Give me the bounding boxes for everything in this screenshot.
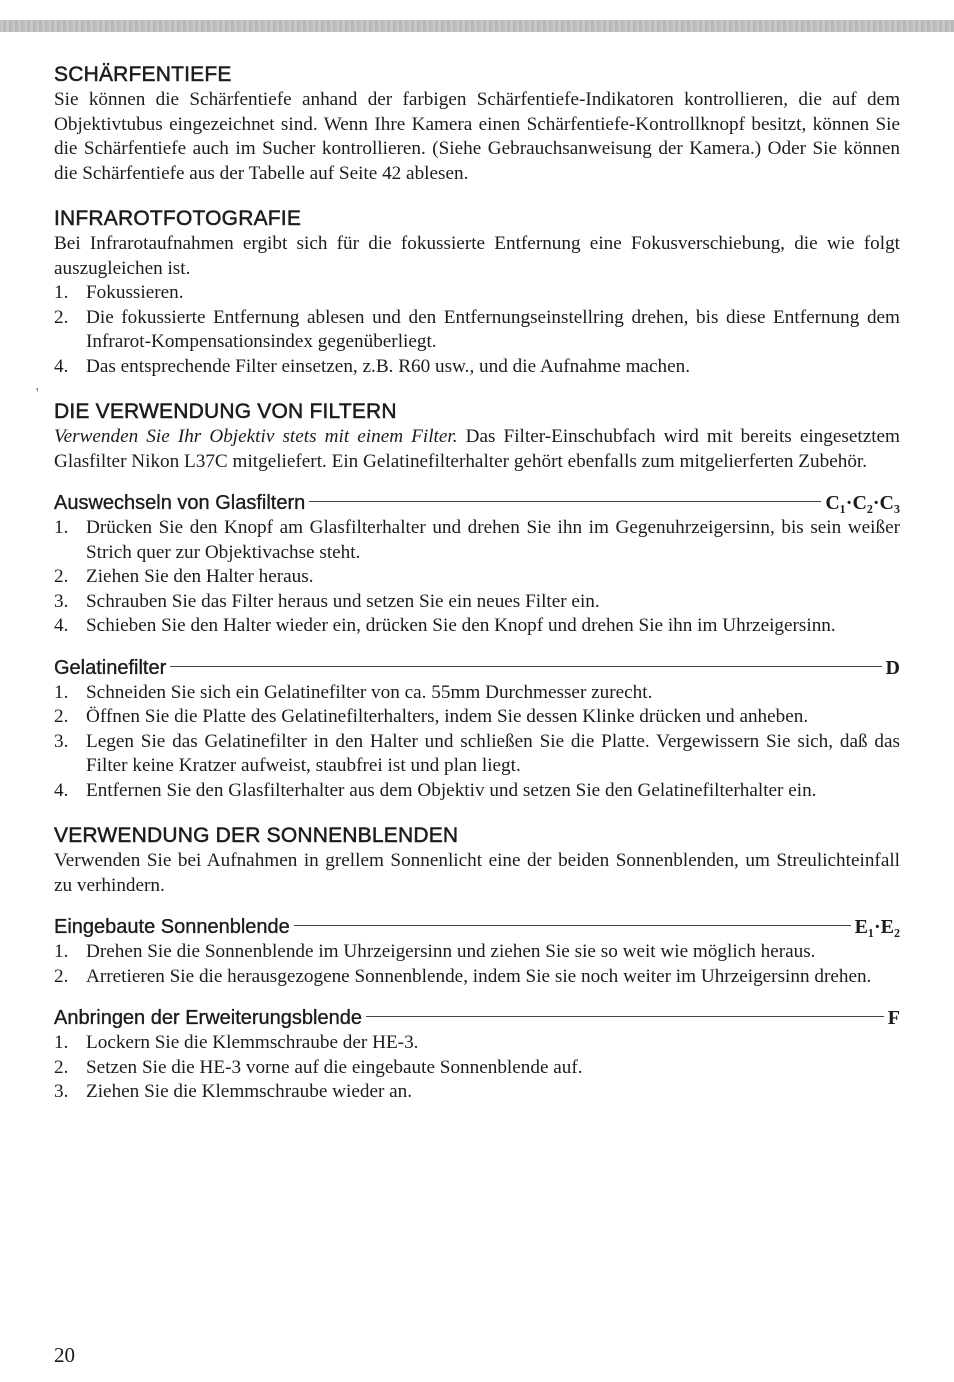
list-item xyxy=(54,281,900,306)
item-text: Fokussieren. xyxy=(86,282,184,303)
item-text: Lockern Sie die Klemmschraube der HE-3. xyxy=(86,1032,419,1053)
subheading-title: Gelatinefilter xyxy=(54,656,167,679)
item-number: 2. xyxy=(54,965,69,987)
list-item xyxy=(54,306,900,355)
item-text: Die fokussierte Entfernung ablesen und den Entfernungseinstellring drehen, bis diese Entfernung dem Infrarot-Kompensationsindex gegenüberliegt. xyxy=(86,306,900,352)
depth-of-field-paragraph: Sie können die Schärfentiefe anhand der farbigen Schärfentiefe-Indikatoren kontrollieren, die auf dem Objektivtubus eingezeichnet sind. Wenn Ihre Kamera einen Schärfentiefe-Kontrollknopf besitzt, können Sie die Schärfentiefe auch im Sucher kontrollieren. (Siehe Gebrauchsanweisung der Kamera.) Oder Sie können die Schärfentiefe aus der Tabelle auf Seite 42 ablesen. xyxy=(54,89,900,184)
item-text: Legen Sie das Gelatinefilter in den Halter und schließen Sie die Platte. Vergewissern Sie sich, daß das Filter keine Kratzer aufweist, staubfrei ist und plan liegt. xyxy=(86,730,900,776)
list-item xyxy=(54,1056,900,1081)
list-item xyxy=(54,590,900,615)
page-content xyxy=(54,62,900,1105)
item-text: Ziehen Sie die Klemmschraube wieder an. xyxy=(86,1081,413,1102)
section-title-filters: DIE VERWENDUNG VON FILTERN xyxy=(54,400,397,423)
list-item xyxy=(54,565,900,590)
item-number: 1. xyxy=(54,681,69,703)
list-item xyxy=(54,1031,900,1056)
item-number: 4. xyxy=(54,779,69,801)
item-text: Ziehen Sie den Halter heraus. xyxy=(86,566,314,587)
filters-paragraph xyxy=(54,425,900,474)
leader-line xyxy=(170,666,881,667)
item-number: 1. xyxy=(54,941,69,962)
item-text: Das entsprechende Filter einsetzen, z.B. R60 usw., und die Aufnahme machen. xyxy=(86,355,691,377)
list-item xyxy=(54,705,900,730)
item-text: Schieben Sie den Halter wieder ein, drücken Sie den Knopf und drehen Sie ihn im Uhrzeigersinn. xyxy=(86,615,836,636)
item-number: 3. xyxy=(54,730,69,752)
item-number: 2. xyxy=(54,1056,69,1078)
subheading-title: Auswechseln von Glasfiltern xyxy=(54,492,306,514)
list-item xyxy=(54,614,900,639)
item-number: 2. xyxy=(54,706,69,727)
item-text: Schneiden Sie sich ein Gelatinefilter von ca. 55mm Durchmesser zurecht. xyxy=(86,681,653,703)
item-text: Drücken Sie den Knopf am Glasfilterhalter und drehen Sie ihn im Gegenuhrzeigersinn, bis sein weißer Strich quer zur Objektivachse steht. xyxy=(86,517,900,563)
section-title-depth-of-field: SCHÄRFENTIEFE xyxy=(54,63,232,86)
subheading-gelatin-filter xyxy=(54,655,900,681)
section-title-infrared: INFRAROTFOTOGRAFIE xyxy=(54,207,302,230)
item-number: 1. xyxy=(54,282,69,303)
list-item xyxy=(54,965,900,990)
leader-line xyxy=(309,501,821,502)
scan-top-edge xyxy=(0,20,954,32)
figure-reference: D xyxy=(885,656,900,679)
item-text: Setzen Sie die HE-3 vorne auf die eingebaute Sonnenblende auf. xyxy=(86,1056,583,1078)
item-text: Öffnen Sie die Platte des Gelatinefilterhalters, indem Sie dessen Klinke drücken und anheben. xyxy=(86,706,809,727)
leader-line xyxy=(294,925,851,926)
item-number: 1. xyxy=(54,1032,69,1053)
page-number: 20 xyxy=(54,1343,75,1367)
item-number: 4. xyxy=(54,615,69,636)
figure-reference: E₁·E₂ xyxy=(854,916,900,938)
item-number: 3. xyxy=(54,1081,69,1102)
section-title-lens-hoods: VERWENDUNG DER SONNENBLENDEN xyxy=(54,824,459,847)
list-item xyxy=(54,355,900,380)
stray-mark: ' xyxy=(36,386,39,401)
subheading-extension-hood xyxy=(54,1005,900,1031)
subheading-title: Anbringen der Erweiterungsblende xyxy=(54,1007,362,1029)
item-number: 3. xyxy=(54,590,69,612)
subheading-title: Eingebaute Sonnenblende xyxy=(54,916,290,938)
subheading-glass-filters xyxy=(54,490,900,516)
list-item xyxy=(54,779,900,804)
filters-paragraph-rest: Das Filter-Einschubfach wird mit bereits eingesetztem Glasfilter Nikon L37C mitgeliefert. Ein Gelatinefilterhalter gehört ebenfalls zum mitgelierferten Zubehör. xyxy=(54,426,900,472)
infrared-paragraph: Bei Infrarotaufnahmen ergibt sich für die fokussierte Entfernung eine Fokusverschiebung, die wie folgt auszugleichen ist. xyxy=(54,233,900,279)
item-number: 4. xyxy=(54,355,69,377)
item-text: Schrauben Sie das Filter heraus und setzen Sie ein neues Filter ein. xyxy=(86,590,600,612)
item-text: Entfernen Sie den Glasfilterhalter aus dem Objektiv und setzen Sie den Gelatinefilterhalter ein. xyxy=(86,779,817,801)
figure-reference: F xyxy=(887,1007,900,1029)
item-number: 2. xyxy=(54,566,69,587)
filters-italic-lead: Verwenden Sie Ihr Objektiv stets mit einem Filter. xyxy=(54,426,458,447)
item-text: Arretieren Sie die herausgezogene Sonnenblende, indem Sie sie noch weiter im Uhrzeigersinn drehen. xyxy=(86,965,872,987)
list-item xyxy=(54,940,900,965)
list-item xyxy=(54,730,900,779)
leader-line xyxy=(366,1016,884,1017)
subheading-builtin-hood xyxy=(54,914,900,940)
list-item xyxy=(54,1080,900,1105)
list-item xyxy=(54,516,900,565)
item-number: 1. xyxy=(54,517,69,538)
list-item xyxy=(54,681,900,706)
item-text: Drehen Sie die Sonnenblende im Uhrzeigersinn und ziehen Sie sie so weit wie möglich heraus. xyxy=(86,941,816,962)
figure-reference: C₁·C₂·C₃ xyxy=(825,492,900,514)
item-number: 2. xyxy=(54,306,69,328)
lens-hoods-paragraph: Verwenden Sie bei Aufnahmen in grellem Sonnenlicht eine der beiden Sonnenblenden, um Streulichteinfall zu verhindern. xyxy=(54,850,900,896)
